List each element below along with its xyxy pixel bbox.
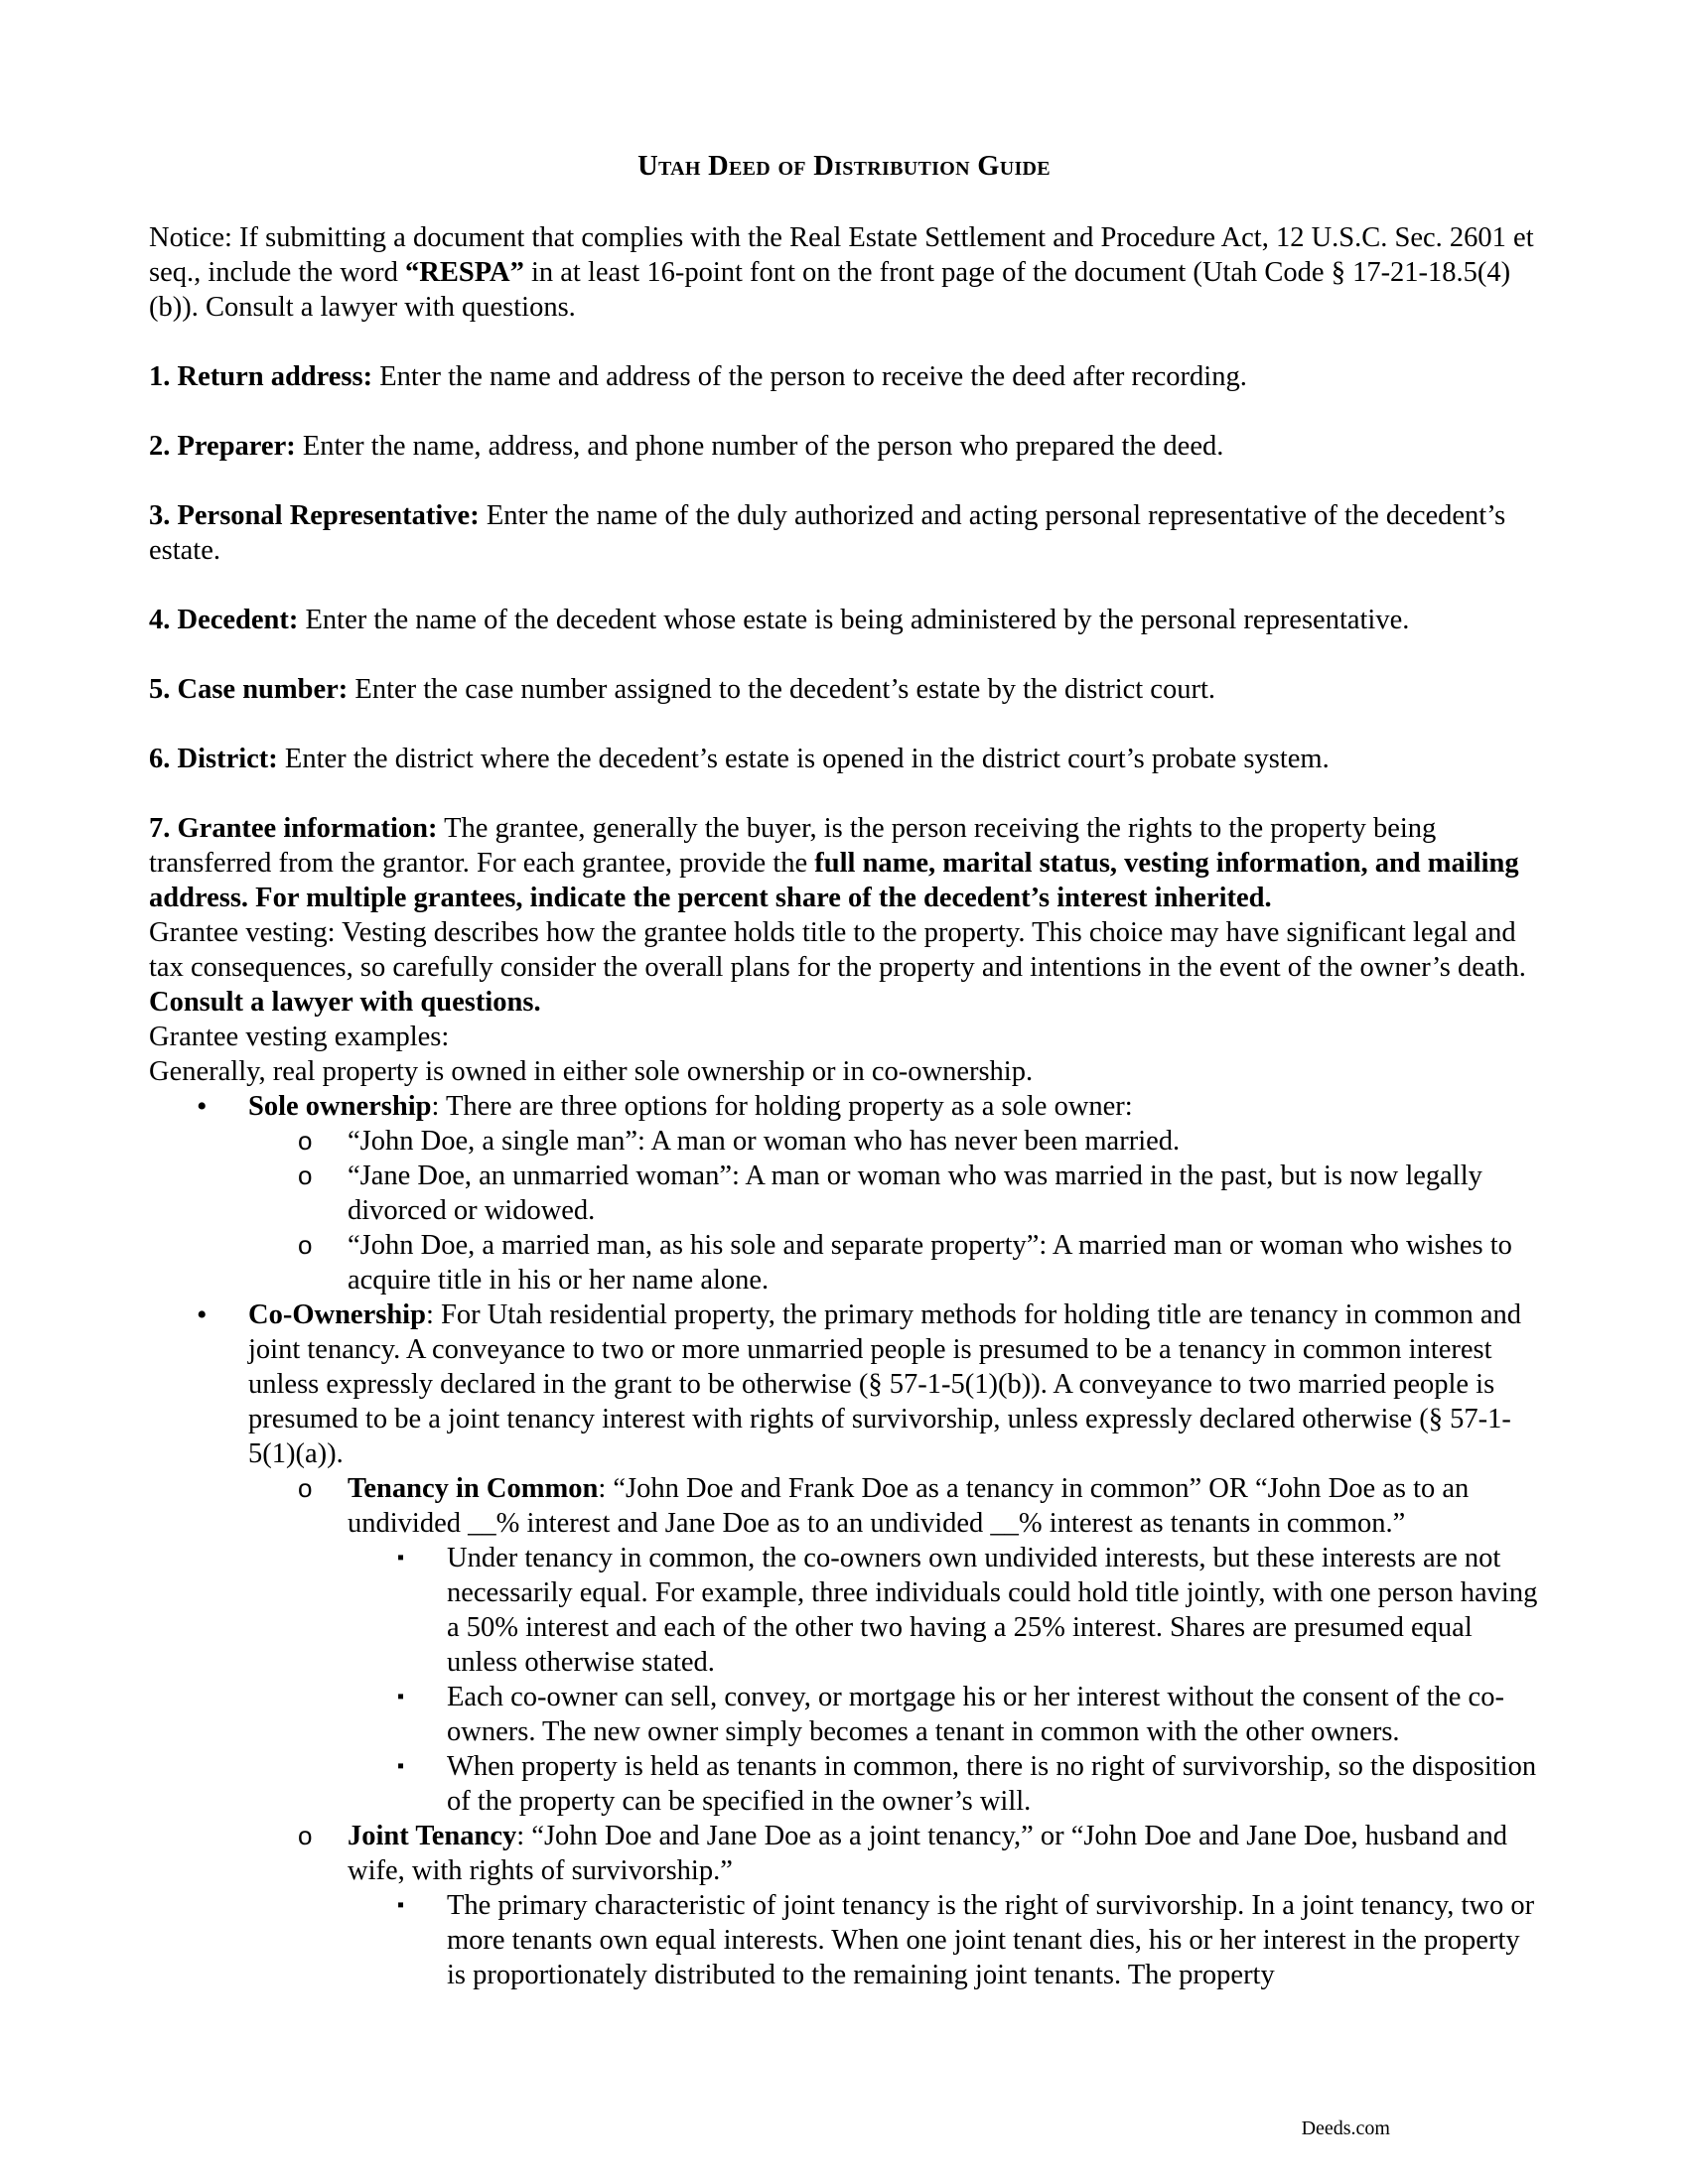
item-label: 6. District: [149, 744, 278, 774]
item-grantee-information [149, 811, 1539, 915]
item-decedent [149, 603, 1539, 637]
page-title: Utah Deed of Distribution Guide [637, 151, 1051, 182]
item-text: Enter the name of the duly authorized and acting personal representative of the decedent’s estate. [149, 500, 1506, 566]
item-preparer [149, 429, 1539, 464]
sole-option-text: “John Doe, a married man, as his sole and separate property”: A married man or woman who wishes to acquire title in his or her name alone. [348, 1230, 1512, 1296]
sole-option-text: “John Doe, a single man”: A man or woman who has never been married. [348, 1126, 1181, 1157]
circle-bullet-icon: o [298, 1126, 313, 1156]
circle-bullet-icon: o [298, 1230, 313, 1260]
circle-bullet-icon: o [298, 1473, 313, 1503]
square-bullet-icon: ▪ [397, 1755, 405, 1777]
list-item-sole-ownership [149, 1089, 1539, 1124]
item-bold-text: full name, marital status, vesting information, and mailing address. For multiple grantees, indicate the percent share of the decedent’s interest inherited. [149, 848, 1519, 913]
co-ownership-text: : For Utah residential property, the primary methods for holding title are tenancy in common and joint tenancy. A conveyance to two or more unmarried people is presumed to be a tenancy in common interest unless expressly declared in the grant to be otherwise (§ 57-1-5(1)(b)). A conveyance to two married people is presumed to be a joint tenancy interest with rights of survivorship, unless expressly declared otherwise (§ 57-1-5(1)(a)). [248, 1299, 1521, 1469]
item-text: Enter the name of the decedent whose estate is being administered by the personal representative. [298, 605, 1410, 635]
notice-paragraph [149, 220, 1539, 325]
tic-point-text: Under tenancy in common, the co-owners own undivided interests, but these interests are not necessarily equal. For example, three individuals could hold title jointly, with one person having a 50% interest and each of the other two having a 25% interest. Shares are presumed equal unless otherwise stated. [447, 1543, 1538, 1678]
item-text: Enter the name and address of the person to receive the deed after recording. [372, 361, 1247, 392]
sole-ownership-label: Sole ownership [248, 1091, 432, 1122]
notice-respa: “RESPA” [405, 257, 524, 288]
circle-bullet-icon: o [298, 1821, 313, 1850]
tic-point-text: When property is held as tenants in common, there is no right of survivorship, so the disposition of the property can be specified in the owner’s will. [447, 1751, 1537, 1817]
item-label: 3. Personal Representative: [149, 500, 480, 531]
item-text: The grantee, generally the buyer, is the person receiving the rights to the property being transferred from the grantor. For each grantee, provide the [149, 813, 1437, 879]
item-label: 5. Case number: [149, 674, 349, 705]
grantee-vesting-paragraph [149, 915, 1539, 1020]
item-district [149, 742, 1539, 776]
list-item-tic-point [149, 1749, 1539, 1819]
item-label: 1. Return address: [149, 361, 373, 392]
item-personal-representative [149, 498, 1539, 568]
footer-brand: Deeds.com [1301, 2117, 1390, 2139]
list-item-sole-option [149, 1124, 1539, 1159]
circle-bullet-icon: o [298, 1160, 313, 1190]
document-page [149, 0, 1539, 2184]
list-item-jt-point [149, 1888, 1539, 1992]
notice-text-end: in at least 16-point font on the front page of the document (Utah Code § 17-21-18.5(4)(b)). Consult a lawyer with questions. [149, 257, 1511, 323]
jt-point-text: The primary characteristic of joint tenancy is the right of survivorship. In a joint tenancy, two or more tenants own equal interests. When one joint tenant dies, his or her interest in the property is proportionately distributed to the remaining joint tenants. The property [447, 1890, 1535, 1990]
list-item-sole-option [149, 1159, 1539, 1228]
list-item-tic-point [149, 1541, 1539, 1680]
item-text: Enter the case number assigned to the decedent’s estate by the district court. [348, 674, 1215, 705]
vesting-bold: Consult a lawyer with questions. [149, 987, 541, 1018]
list-item-tenancy-in-common [149, 1471, 1539, 1541]
list-item-joint-tenancy [149, 1819, 1539, 1888]
vesting-examples-heading: Grantee vesting examples: [149, 1022, 450, 1052]
item-text: Enter the name, address, and phone number of the person who prepared the deed. [295, 431, 1224, 462]
list-item-tic-point [149, 1680, 1539, 1749]
ownership-intro: Generally, real property is owned in either sole ownership or in co-ownership. [149, 1056, 1034, 1087]
tenancy-in-common-label: Tenancy in Common [348, 1473, 599, 1504]
sole-option-text: “Jane Doe, an unmarried woman”: A man or woman who was married in the past, but is now legally divorced or widowed. [348, 1160, 1482, 1226]
document-body [149, 220, 1539, 1992]
bullet-icon: • [197, 1090, 208, 1123]
bullet-icon: • [197, 1298, 208, 1331]
joint-tenancy-label: Joint Tenancy [348, 1821, 517, 1851]
tic-point-text: Each co-owner can sell, convey, or mortgage his or her interest without the consent of the co-owners. The new owner simply becomes a tenant in common with the other owners. [447, 1682, 1504, 1747]
joint-tenancy-text: : “John Doe and Jane Doe as a joint tenancy,” or “John Doe and Jane Doe, husband and wife, with rights of survivorship.” [348, 1821, 1507, 1886]
list-item-sole-option [149, 1228, 1539, 1297]
tenancy-in-common-text: : “John Doe and Frank Doe as a tenancy in common” OR “John Doe as to an undivided __% interest and Jane Doe as to an undivided __% interest as tenants in common.” [348, 1473, 1470, 1539]
square-bullet-icon: ▪ [397, 1547, 405, 1569]
square-bullet-icon: ▪ [397, 1894, 405, 1916]
item-label: 2. Preparer: [149, 431, 296, 462]
square-bullet-icon: ▪ [397, 1686, 405, 1707]
item-label: 7. Grantee information: [149, 813, 438, 844]
list-item-co-ownership [149, 1297, 1539, 1471]
item-case-number [149, 672, 1539, 707]
item-return-address [149, 359, 1539, 394]
co-ownership-label: Co-Ownership [248, 1299, 426, 1330]
item-label: 4. Decedent: [149, 605, 299, 635]
sole-ownership-text: : There are three options for holding property as a sole owner: [431, 1091, 1133, 1122]
vesting-text: Grantee vesting: Vesting describes how the grantee holds title to the property. This choice may have significant legal and tax consequences, so carefully consider the overall plans for the property and intentions in the event of the owner’s death. [149, 917, 1526, 983]
notice-text: Notice: If submitting a document that complies with the Real Estate Settlement and Procedure Act, 12 U.S.C. Sec. 2601 et seq., include the word [149, 222, 1534, 288]
item-text: Enter the district where the decedent’s estate is opened in the district court’s probate system. [277, 744, 1330, 774]
